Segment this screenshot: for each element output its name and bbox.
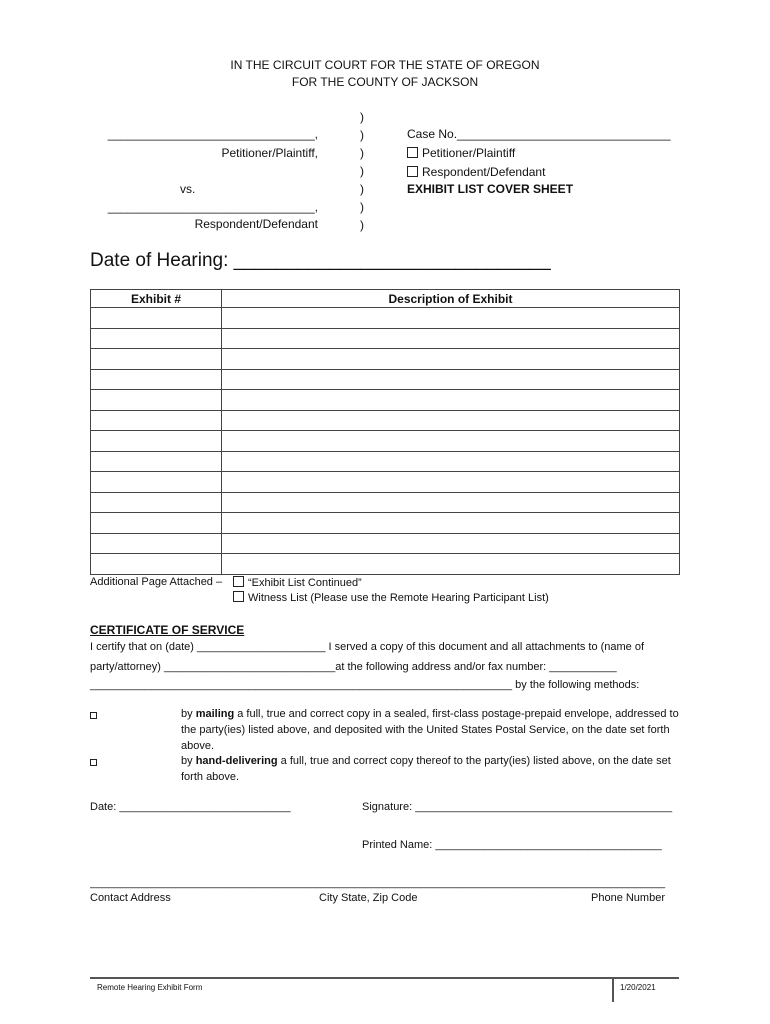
exhibit-number-cell[interactable] [91, 554, 222, 575]
paren: ) [360, 182, 364, 196]
certificate-line-2[interactable]: party/attorney) ____________________________at the following address and/or fax number: ___________ [90, 661, 617, 673]
respondent-label: Respondent/Defendant [194, 217, 318, 231]
footer-rule [90, 977, 679, 979]
exhibit-description-cell[interactable] [222, 554, 680, 575]
column-header-description: Description of Exhibit [222, 290, 680, 308]
exhibit-number-cell[interactable] [91, 431, 222, 452]
option-respondent[interactable] [407, 165, 545, 179]
exhibit-table [90, 289, 680, 575]
paren: ) [360, 128, 364, 142]
exhibit-description-cell[interactable] [222, 328, 680, 349]
column-header-exhibit-number: Exhibit # [91, 290, 222, 308]
certificate-title: CERTIFICATE OF SERVICE [90, 623, 245, 637]
witness-list-label: Witness List (Please use the Remote Hearing Participant List) [248, 592, 549, 604]
exhibit-description-cell[interactable] [222, 472, 680, 493]
exhibit-number-cell[interactable] [91, 390, 222, 411]
city-state-zip-label: City State, Zip Code [319, 892, 418, 904]
signature-field[interactable]: Signature: __________________________________________ [362, 801, 673, 813]
certificate-line-3[interactable]: _____________________________________________________________________ by the following methods: [90, 679, 640, 691]
exhibit-description-cell[interactable] [222, 533, 680, 554]
exhibit-description-cell[interactable] [222, 513, 680, 534]
checkbox-square-icon [90, 759, 97, 766]
table-row [91, 410, 680, 431]
option-exhibit-list-continued[interactable] [233, 576, 362, 589]
additional-page-label: Additional Page Attached – [90, 576, 223, 588]
exhibit-list-continued-label: “Exhibit List Continued” [248, 577, 362, 589]
table-row [91, 451, 680, 472]
method-hand-delivering-text [181, 753, 681, 785]
table-row [91, 349, 680, 370]
versus-label: vs. [180, 182, 196, 196]
exhibit-number-cell[interactable] [91, 308, 222, 329]
exhibit-number-cell[interactable] [91, 472, 222, 493]
table-header-row [91, 290, 680, 308]
mailing-prefix: by [181, 708, 196, 720]
paren: ) [360, 218, 364, 232]
exhibit-description-cell[interactable] [222, 451, 680, 472]
exhibit-number-cell[interactable] [91, 328, 222, 349]
table-row [91, 554, 680, 575]
checkbox-witness-list[interactable] [233, 591, 244, 602]
exhibit-number-cell[interactable] [91, 349, 222, 370]
exhibit-number-cell[interactable] [91, 410, 222, 431]
checkbox-respondent[interactable] [407, 166, 418, 177]
petitioner-label: Petitioner/Plaintiff, [221, 146, 318, 160]
date-field[interactable]: Date: ____________________________ [90, 801, 291, 813]
paren: ) [360, 110, 364, 124]
contact-line[interactable]: ______________________________________________________________________________________________ [90, 877, 666, 889]
exhibit-description-cell[interactable] [222, 492, 680, 513]
checkbox-hand-delivering[interactable] [90, 757, 97, 769]
date-of-hearing-field[interactable]: Date of Hearing: ______________________________ [90, 250, 551, 271]
court-name: IN THE CIRCUIT COURT FOR THE STATE OF OREGON [230, 58, 540, 72]
checkbox-exhibit-list-continued[interactable] [233, 576, 244, 587]
table-row [91, 513, 680, 534]
table-row [91, 431, 680, 452]
checkbox-square-icon [90, 712, 97, 719]
option-respondent-label: Respondent/Defendant [422, 165, 546, 179]
table-row [91, 328, 680, 349]
county-name: FOR THE COUNTY OF JACKSON [291, 75, 479, 89]
checkbox-mailing[interactable] [90, 710, 97, 722]
table-row [91, 369, 680, 390]
mailing-rest: a full, true and correct copy in a sealed, first-class postage-prepaid envelope, addressed to the party(ies) listed above, and deposited with the United States Postal Service, on the date set forth above. [181, 708, 679, 752]
footer-form-name: Remote Hearing Exhibit Form [97, 983, 203, 992]
certificate-line-1[interactable]: I certify that on (date) _____________________ I served a copy of this document and all attachments to (name of [90, 641, 645, 653]
exhibit-description-cell[interactable] [222, 369, 680, 390]
table-row [91, 533, 680, 554]
table-row [91, 390, 680, 411]
exhibit-number-cell[interactable] [91, 533, 222, 554]
exhibit-description-cell[interactable] [222, 308, 680, 329]
exhibit-number-cell[interactable] [91, 513, 222, 534]
checkbox-petitioner[interactable] [407, 147, 418, 158]
hand-bold: hand-delivering [195, 755, 278, 767]
respondent-name-field[interactable]: _______________________________, [107, 200, 318, 214]
hand-rest: a full, true and correct copy thereof to the party(ies) listed above, on the date set forth above. [181, 755, 671, 783]
table-row [91, 308, 680, 329]
footer-divider [612, 978, 614, 1002]
option-witness-list[interactable] [233, 591, 549, 604]
exhibit-number-cell[interactable] [91, 451, 222, 472]
document-title: EXHIBIT LIST COVER SHEET [407, 182, 574, 196]
exhibit-number-cell[interactable] [91, 492, 222, 513]
hand-prefix: by [181, 755, 196, 767]
phone-number-label: Phone Number [591, 892, 665, 904]
paren: ) [360, 200, 364, 214]
exhibit-description-cell[interactable] [222, 431, 680, 452]
printed-name-field[interactable]: Printed Name: _____________________________________ [362, 839, 662, 851]
exhibit-description-cell[interactable] [222, 349, 680, 370]
paren: ) [360, 146, 364, 160]
exhibit-description-cell[interactable] [222, 390, 680, 411]
petitioner-name-field[interactable]: _______________________________, [107, 127, 318, 141]
caption-parens [360, 108, 370, 234]
exhibit-description-cell[interactable] [222, 410, 680, 431]
method-mailing-text [181, 706, 681, 754]
table-row [91, 472, 680, 493]
exhibit-number-cell[interactable] [91, 369, 222, 390]
option-petitioner[interactable] [407, 146, 515, 160]
contact-address-label: Contact Address [90, 892, 171, 904]
case-number-field[interactable]: Case No.________________________________ [407, 127, 671, 141]
exhibit-table-body [91, 308, 680, 575]
paren: ) [360, 164, 364, 178]
option-petitioner-label: Petitioner/Plaintiff [422, 146, 516, 160]
table-row [91, 492, 680, 513]
mailing-bold: mailing [195, 708, 235, 720]
footer-date: 1/20/2021 [620, 983, 656, 992]
